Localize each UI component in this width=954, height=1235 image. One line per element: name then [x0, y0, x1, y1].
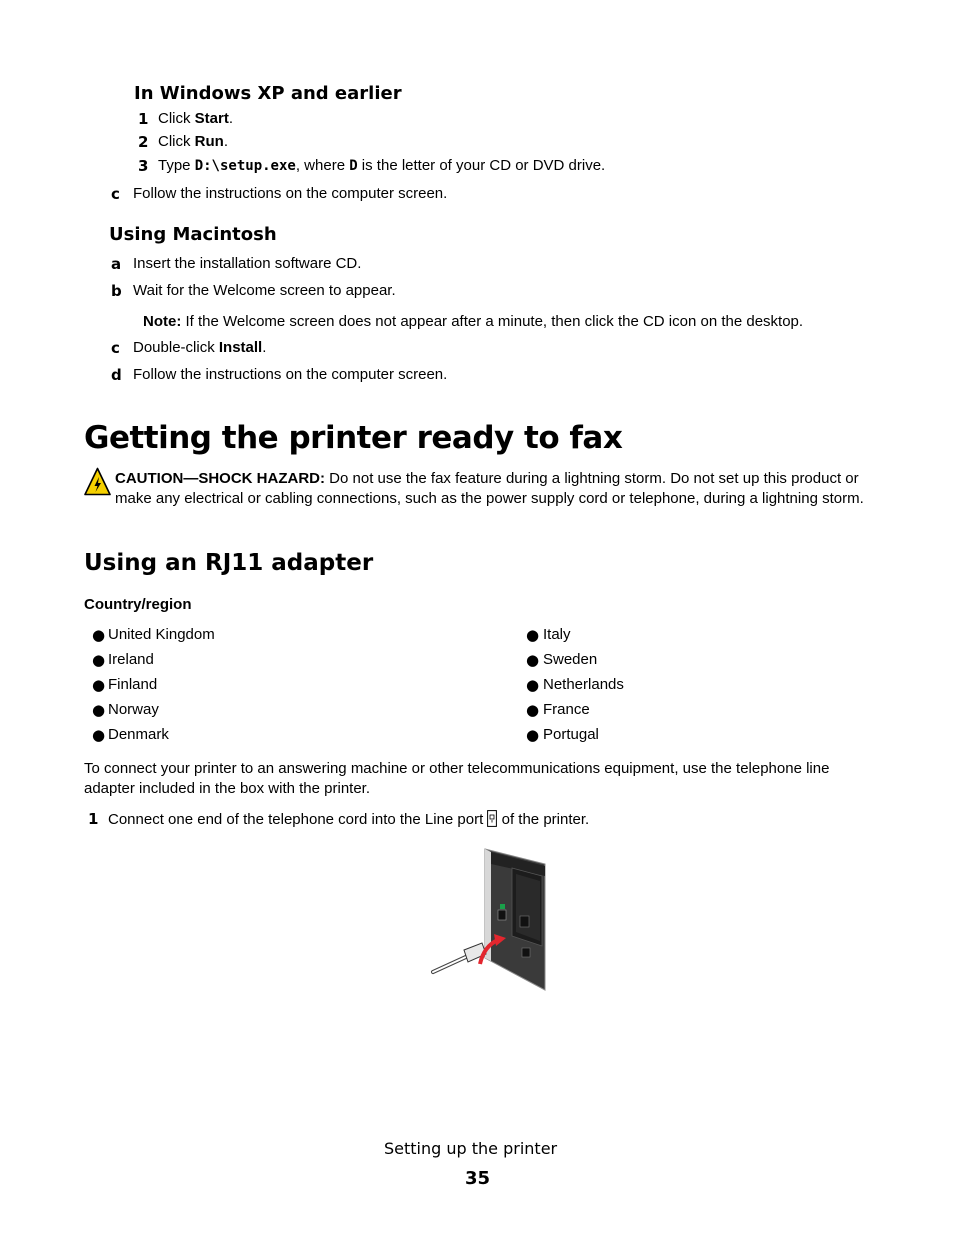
list-item: United Kingdom — [108, 626, 215, 643]
step-number: 1 — [88, 810, 99, 828]
list-item: Netherlands — [543, 676, 624, 693]
list-item: Denmark — [108, 726, 169, 743]
page-number: 35 — [465, 1168, 491, 1189]
list-item: Ireland — [108, 651, 154, 668]
step-letter: c — [111, 339, 120, 357]
list-item: Sweden — [543, 651, 598, 668]
step-text: Type D:\setup.exe, where D is the letter of your CD or DVD drive. — [158, 157, 606, 174]
step-text: Click Start. — [158, 110, 234, 127]
step-text: Follow the instructions on the computer screen. — [133, 185, 448, 202]
list-item: Finland — [108, 676, 158, 693]
bullet: ● — [526, 626, 540, 644]
printer-line-port-illustration — [428, 846, 548, 994]
step-text: Insert the installation software CD. — [133, 255, 362, 272]
caution-text: CAUTION—SHOCK HAZARD: Do not use the fax feature during a lightning storm. Do not set up this product or make any electrical or cabling connections, such as the power supply cord or telephone, during a lightning storm. — [115, 470, 864, 507]
section-title: Using an RJ11 adapter — [84, 550, 374, 576]
page-title: Getting the printer ready to fax — [84, 420, 623, 456]
bullet: ● — [92, 626, 106, 644]
note: Note: If the Welcome screen does not appear after a minute, then click the CD icon on the desktop. — [143, 313, 804, 330]
shock-hazard-icon — [84, 467, 111, 496]
bullet: ● — [526, 726, 540, 744]
step-text: Wait for the Welcome screen to appear. — [133, 282, 396, 299]
bullet: ● — [526, 676, 540, 694]
step-number: 1 — [138, 110, 149, 128]
step-number: 3 — [138, 157, 149, 175]
footer-section-title: Setting up the printer — [384, 1139, 558, 1158]
step-letter: c — [111, 185, 120, 203]
list-item: Italy — [543, 626, 571, 643]
line-port-icon — [487, 810, 497, 827]
step-text: Follow the instructions on the computer screen. — [133, 366, 448, 383]
list-item: France — [543, 701, 590, 718]
bullet: ● — [92, 651, 106, 669]
bullet: ● — [526, 701, 540, 719]
country-label: Country/region — [84, 596, 192, 613]
bullet: ● — [92, 701, 106, 719]
macintosh-heading: Using Macintosh — [109, 224, 277, 245]
step-letter: a — [111, 255, 122, 273]
bullet: ● — [526, 651, 540, 669]
intro-paragraph: To connect your printer to an answering machine or other telecommunications equipment, use the telephone line adapter included in the box with the printer. — [84, 760, 830, 797]
list-item: Portugal — [543, 726, 599, 743]
bullet: ● — [92, 676, 106, 694]
step-number: 2 — [138, 133, 149, 151]
step-letter: d — [111, 366, 122, 384]
step-text: Click Run. — [158, 133, 229, 150]
bullet: ● — [92, 726, 106, 744]
step-text: Connect one end of the telephone cord into the Line port of the printer. — [108, 811, 590, 828]
list-item: Norway — [108, 701, 159, 718]
step-letter: b — [111, 282, 122, 300]
windows-heading: In Windows XP and earlier — [134, 83, 402, 104]
step-text: Double-click Install. — [133, 339, 267, 356]
